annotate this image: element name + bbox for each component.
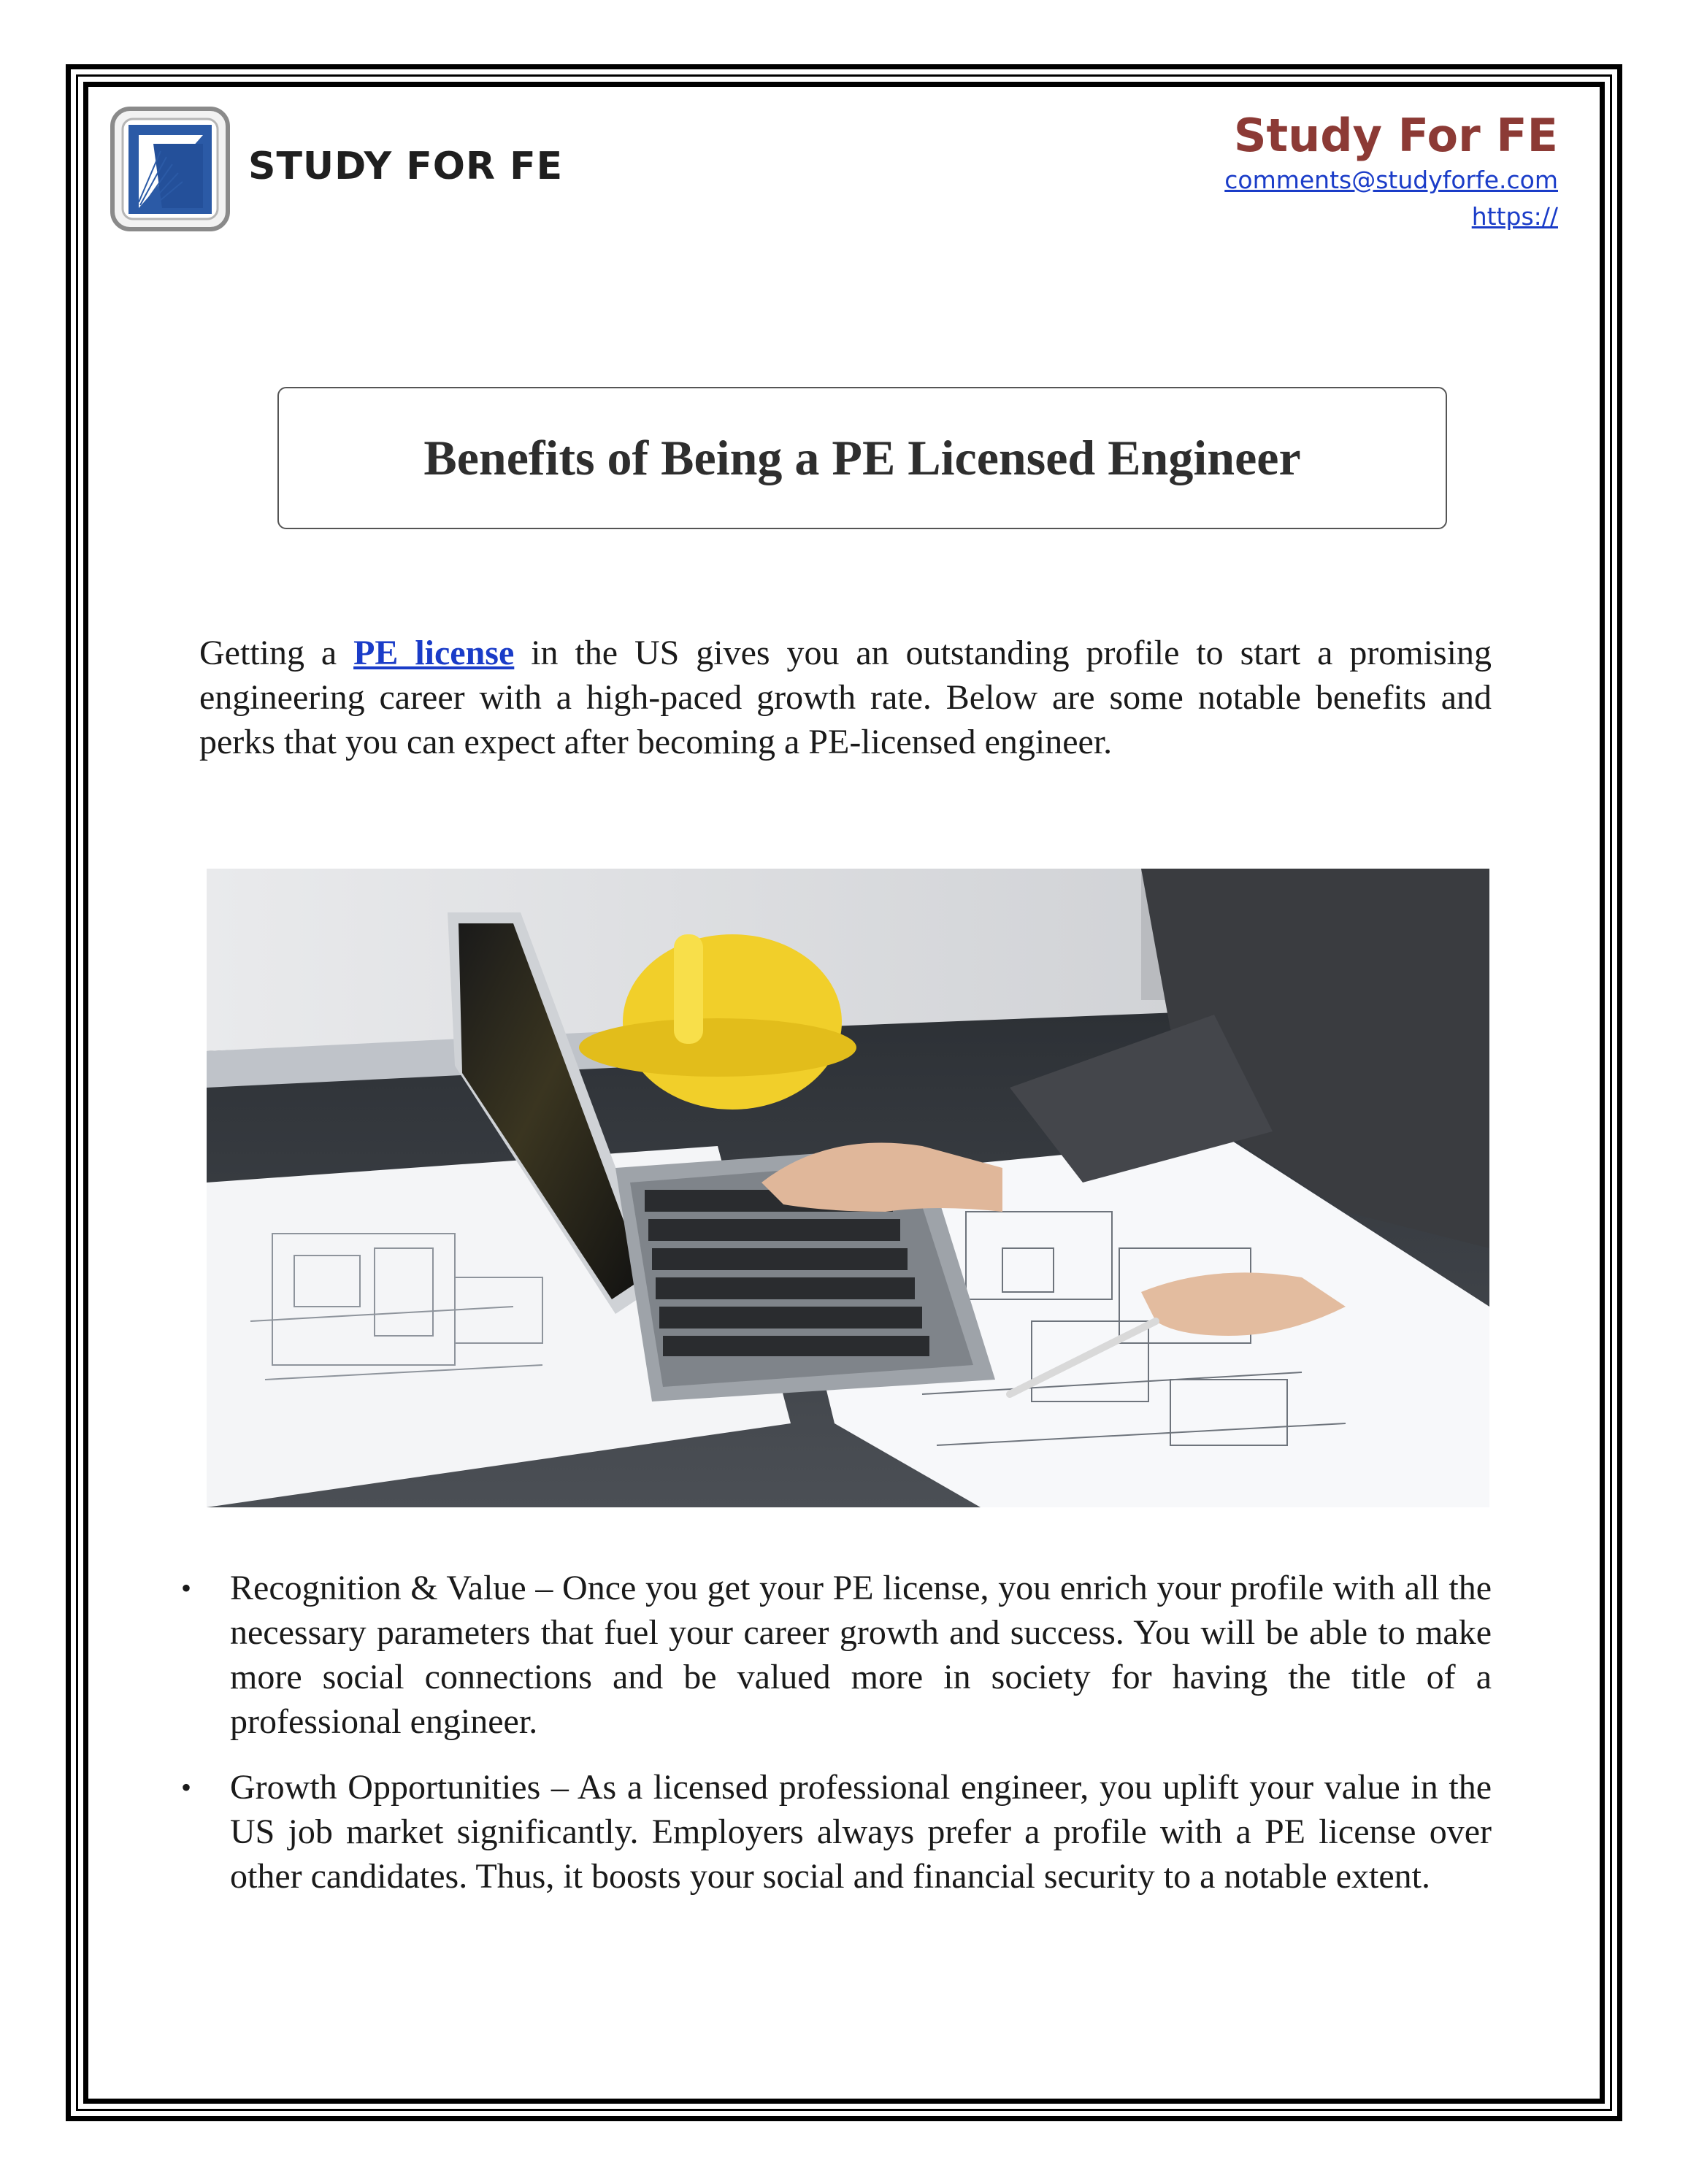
list-item: [168, 1765, 1492, 1899]
page-title: Benefits of Being a PE Licensed Engineer: [423, 430, 1301, 485]
intro-paragraph: [199, 631, 1492, 764]
website-link[interactable]: https://: [1471, 202, 1558, 231]
study-for-fe-logo-icon: [110, 106, 234, 234]
title-box: [277, 387, 1447, 529]
email-link[interactable]: comments@studyforfe.com: [1224, 166, 1558, 194]
brand-title: Study For FE: [1233, 109, 1558, 162]
pe-license-link[interactable]: PE license: [353, 634, 515, 672]
engineer-laptop-blueprint-photo: [207, 869, 1489, 1507]
bullet-icon: •: [181, 1771, 192, 1804]
benefits-list: [168, 1566, 1492, 1920]
intro-text-start: Getting a: [199, 634, 354, 672]
intro-text-end: in the US gives you an outstanding profile to start a promising engineering career with a high-paced growth rate. Below are some notable benefits and perks that you can expect after becoming a PE-licensed engineer.: [199, 634, 1492, 761]
bullet-text: Recognition & Value – Once you get your PE license, you enrich your profile with all the necessary parameters that fuel your career growth and success. You will be able to make more social connections and be valued more in society for having the title of a professional engineer.: [230, 1569, 1492, 1741]
list-item: [168, 1566, 1492, 1744]
brand-contact-block: [1224, 109, 1558, 235]
logo-wordmark: STUDY FOR FE: [248, 145, 564, 188]
bullet-icon: •: [181, 1572, 192, 1604]
bullet-text: Growth Opportunities – As a licensed professional engineer, you uplift your value in the US job market significantly. Employers always prefer a profile with a PE license over other candidates. Thus, it boosts your social and financial security to a notable extent.: [230, 1768, 1492, 1896]
